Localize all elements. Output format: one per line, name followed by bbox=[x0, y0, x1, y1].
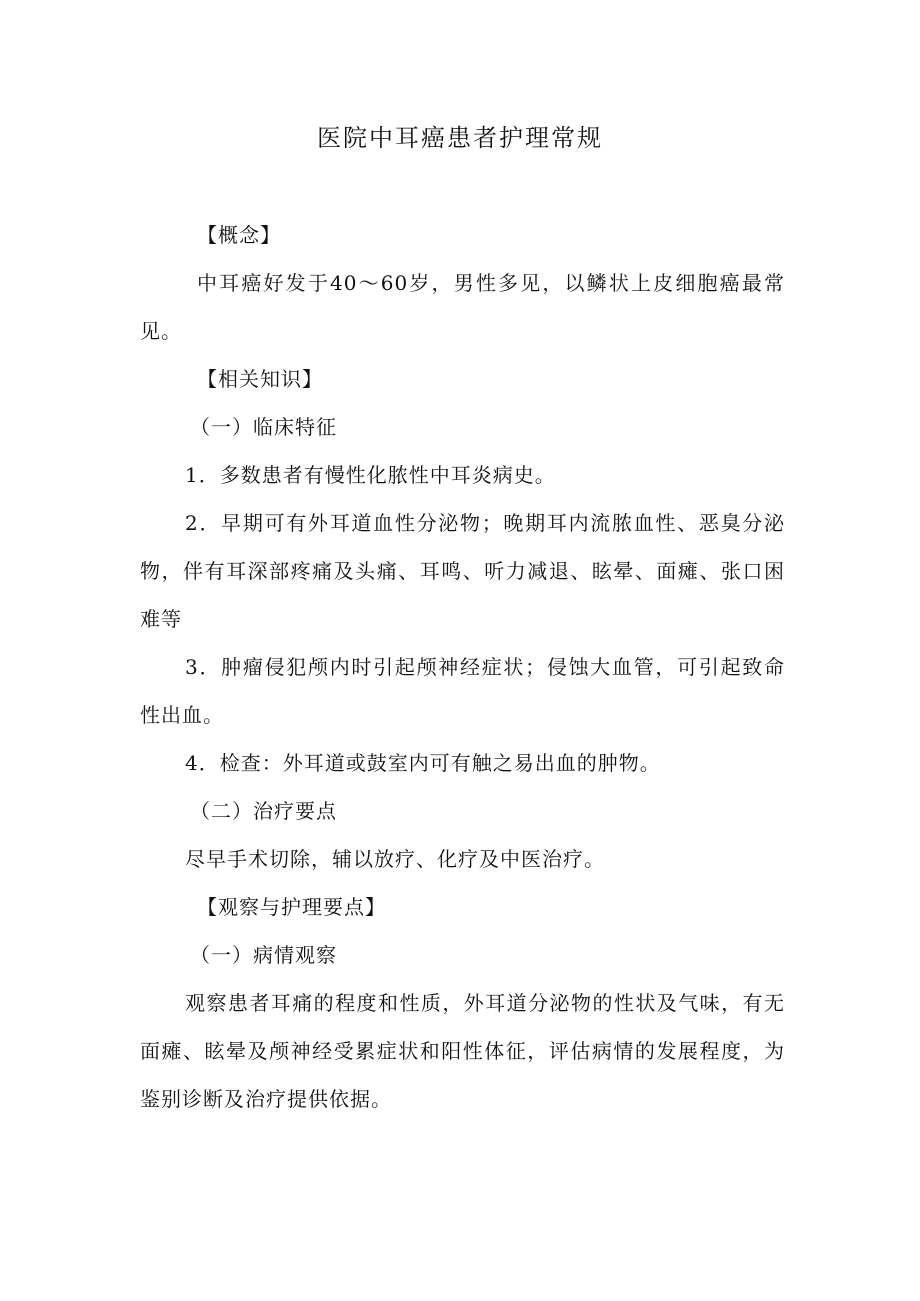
subheading-treatment: （二）治疗要点 bbox=[190, 799, 337, 823]
document-title: 医院中耳癌患者护理常规 bbox=[317, 124, 603, 152]
subheading-clinical-features: （一）临床特征 bbox=[190, 415, 337, 439]
section-heading-concept: 【概念】 bbox=[197, 223, 281, 247]
paragraph-condition-observation: 观察患者耳痛的程度和性质，外耳道分泌物的性状及气味，有无面瘫、眩晕及颅神经受累症状和阳性体征，评估病情的发展程度，为鉴别诊断及治疗提供依据。 bbox=[140, 991, 785, 1111]
list-item-4: 4．检查：外耳道或鼓室内可有触之易出血的肿物。 bbox=[185, 751, 661, 775]
document-body bbox=[140, 211, 785, 1123]
list-item-2: 2．早期可有外耳道血性分泌物；晚期耳内流脓血性、恶臭分泌物，伴有耳深部疼痛及头痛、耳鸣、听力减退、眩晕、面瘫、张口困难等 bbox=[140, 511, 785, 631]
subheading-condition-observation: （一）病情观察 bbox=[190, 943, 337, 967]
paragraph-treatment: 尽早手术切除，辅以放疗、化疗及中医治疗。 bbox=[185, 847, 605, 871]
section-heading-related-knowledge: 【相关知识】 bbox=[197, 367, 323, 391]
list-item-3: 3．肿瘤侵犯颅内时引起颅神经症状；侵蚀大血管，可引起致命性出血。 bbox=[140, 655, 785, 727]
section-heading-observation-nursing: 【观察与护理要点】 bbox=[197, 895, 386, 919]
list-item-1: 1．多数患者有慢性化脓性中耳炎病史。 bbox=[185, 463, 556, 487]
paragraph-concept: 中耳癌好发于40～60岁，男性多见，以鳞状上皮细胞癌最常见。 bbox=[140, 271, 785, 343]
